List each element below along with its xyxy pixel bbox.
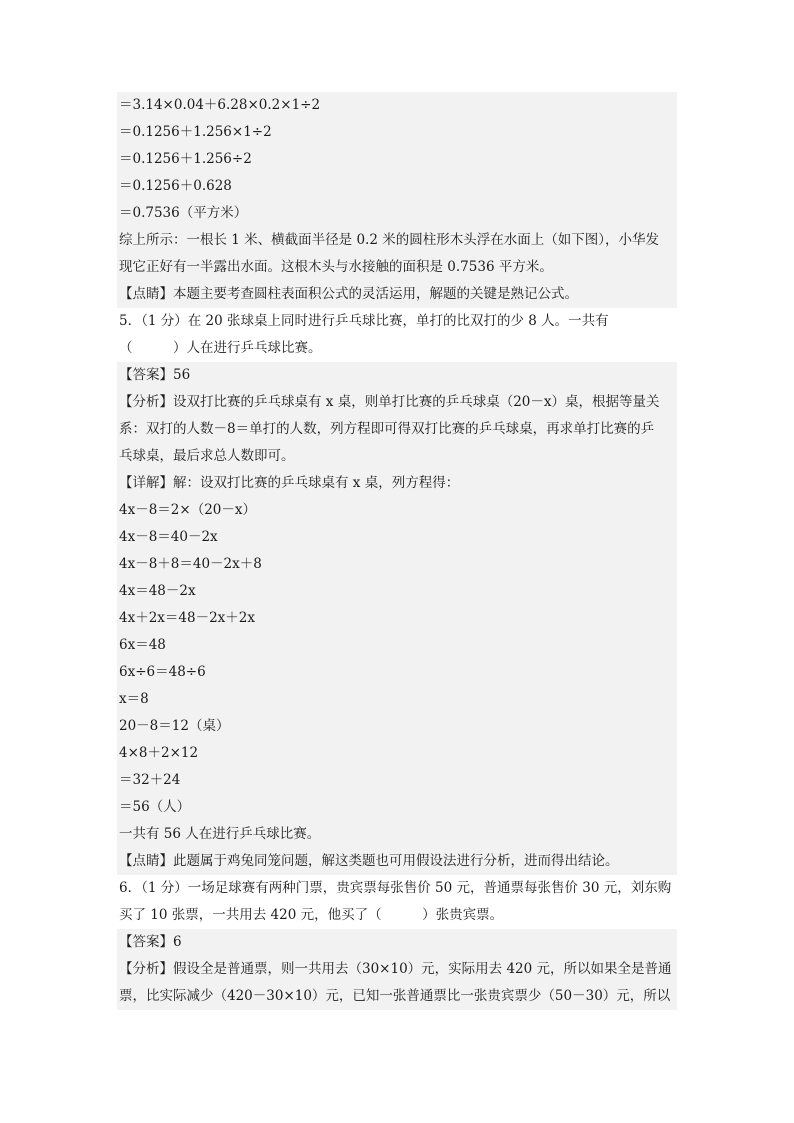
text-line: 综上所示：一根长 1 米、横截面半径是 0.2 米的圆柱形木头浮在水面上（如下图），小华发 xyxy=(117,227,677,254)
text-line: 【答案】6 xyxy=(117,929,677,956)
text-line: ＝0.1256＋1.256×1÷2 xyxy=(117,119,677,146)
text-line: ＝0.1256＋0.628 xyxy=(117,173,677,200)
text-line: （ ）人在进行乒乓球比赛。 xyxy=(119,340,322,356)
text-line: 4x－8＋8＝40－2x＋8 xyxy=(117,551,677,578)
text-line: 20－8＝12（桌） xyxy=(117,713,677,740)
text-line: 4×8＋2×12 xyxy=(117,740,677,767)
text-line: 系：双打的人数－8＝单打的人数，列方程即可得双打比赛的乒乓球桌，再求单打比赛的乒 xyxy=(117,416,677,443)
text-line: 6．（1 分）一场足球赛有两种门票，贵宾票每张售价 50 元，普通票每张售价 30 元，刘东购 xyxy=(119,880,672,896)
text-line: 4x－8＝2×（20－x） xyxy=(117,497,677,524)
text-line: 6x÷6＝48÷6 xyxy=(117,659,677,686)
text-line: 【分析】假设全是普通票，则一共用去（30×10）元，实际用去 420 元，所以如果全是普通 xyxy=(117,956,677,983)
text-line: 乓球桌，最后求总人数即可。 xyxy=(117,443,677,470)
text-line: 【点睛】本题主要考查圆柱表面积公式的灵活运用，解题的关键是熟记公式。 xyxy=(117,281,677,308)
text-line: ＝32＋24 xyxy=(117,767,677,794)
text-line: 现它正好有一半露出水面。这根木头与水接触的面积是 0.7536 平方米。 xyxy=(117,254,677,281)
text-line: 【详解】解：设双打比赛的乒乓球桌有 x 桌，列方程得： xyxy=(117,470,677,497)
text-line: 6x＝48 xyxy=(117,632,677,659)
text-line: 【分析】设双打比赛的乒乓球桌有 x 桌，则单打比赛的乒乓球桌（20－x）桌，根据等量关 xyxy=(117,389,677,416)
text-line: 【点睛】此题属于鸡兔同笼问题，解这类题也可用假设法进行分析，进而得出结论。 xyxy=(117,848,677,875)
text-line: 一共有 56 人在进行乒乓球比赛。 xyxy=(117,821,677,848)
text-line: x＝8 xyxy=(117,686,677,713)
document-body xyxy=(117,92,677,1010)
text-line: ＝3.14×0.04＋6.28×0.2×1÷2 xyxy=(117,92,677,119)
text-line: ＝0.7536（平方米） xyxy=(117,200,677,227)
text-line: 5．（1 分）在 20 张球桌上同时进行乒乓球比赛，单打的比双打的少 8 人。一共有 xyxy=(119,313,609,329)
text-line: ＝0.1256＋1.256÷2 xyxy=(117,146,677,173)
text-line: 4x＋2x＝48－2x＋2x xyxy=(117,605,677,632)
text-line: 【答案】56 xyxy=(117,362,677,389)
text-line: ＝56（人） xyxy=(117,794,677,821)
text-line: 买了 10 张票，一共用去 420 元，他买了（ ）张贵宾票。 xyxy=(119,907,504,923)
text-line: 4x＝48－2x xyxy=(117,578,677,605)
text-line: 票，比实际减少（420－30×10）元，已知一张普通票比一张贵宾票少（50－30）元，所以 xyxy=(117,983,677,1010)
text-line: 4x－8＝40－2x xyxy=(117,524,677,551)
